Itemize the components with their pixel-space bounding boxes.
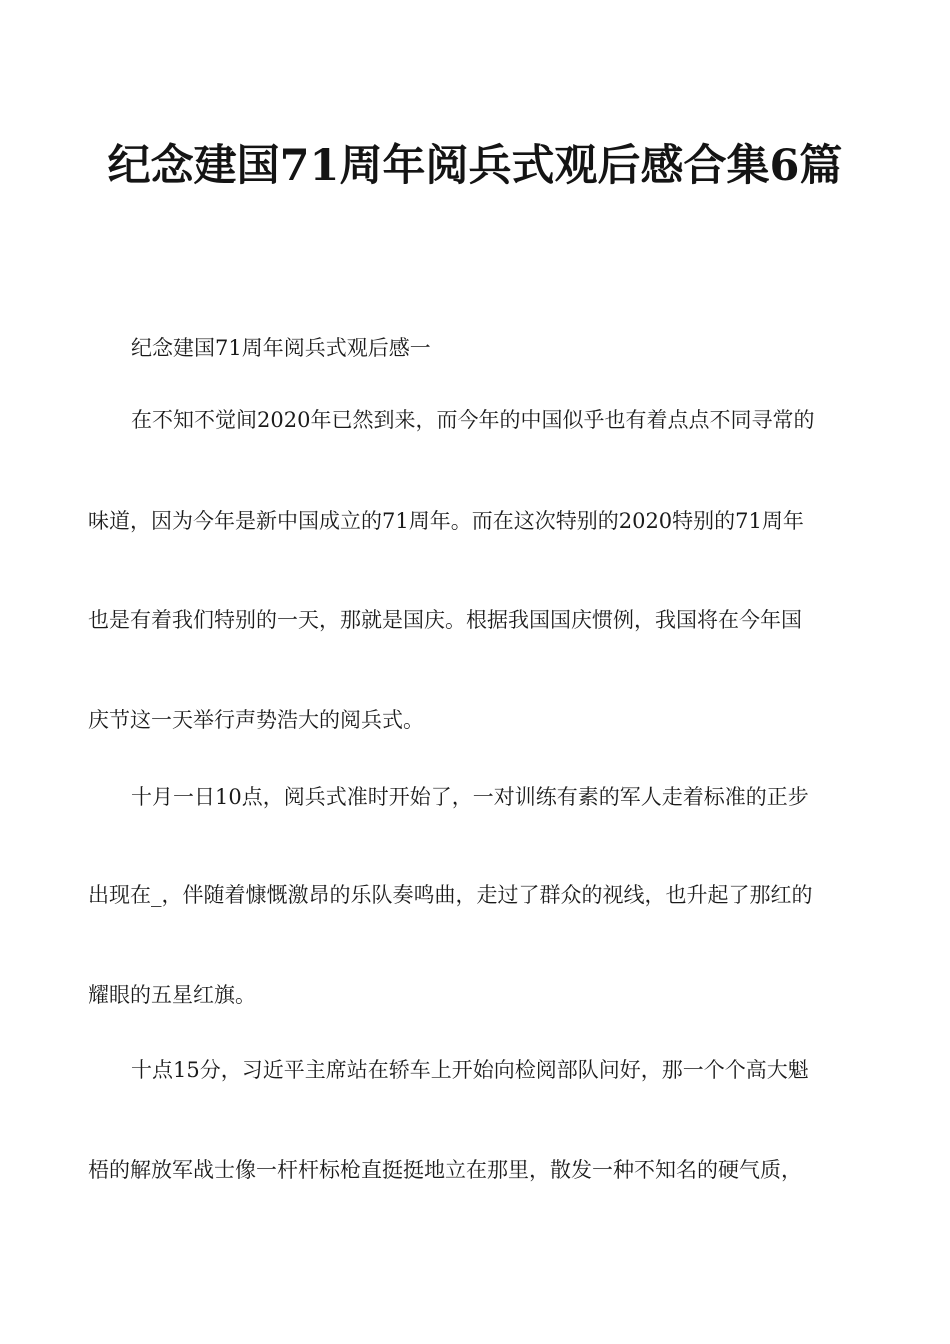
paragraph-2-line-2: 出现在_，伴随着慷慨激昂的乐队奏鸣曲，走过了群众的视线，也升起了那红的 — [88, 883, 813, 907]
paragraph-1-line-1: 在不知不觉间2020年已然到来，而今年的中国似乎也有着点点不同寻常的 — [131, 408, 815, 432]
paragraph-1-line-4: 庆节这一天举行声势浩大的阅兵式。 — [88, 708, 424, 732]
section-heading: 纪念建国71周年阅兵式观后感一 — [131, 336, 431, 360]
paragraph-1-line-3: 也是有着我们特别的一天，那就是国庆。根据我国国庆惯例，我国将在今年国 — [88, 608, 802, 632]
paragraph-3-line-2: 梧的解放军战士像一杆杆标枪直挺挺地立在那里，散发一种不知名的硬气质， — [88, 1158, 802, 1182]
paragraph-1-line-2: 味道，因为今年是新中国成立的71周年。而在这次特别的2020特别的71周年 — [88, 509, 804, 533]
paragraph-2-line-1: 十月一日10点，阅兵式准时开始了，一对训练有素的军人走着标准的正步 — [131, 785, 809, 809]
paragraph-3-line-1: 十点15分，习近平主席站在轿车上开始向检阅部队问好，那一个个高大魁 — [131, 1058, 809, 1082]
paragraph-2-line-3: 耀眼的五星红旗。 — [88, 983, 256, 1007]
document-title: 纪念建国71周年阅兵式观后感合集6篇 — [107, 141, 843, 191]
